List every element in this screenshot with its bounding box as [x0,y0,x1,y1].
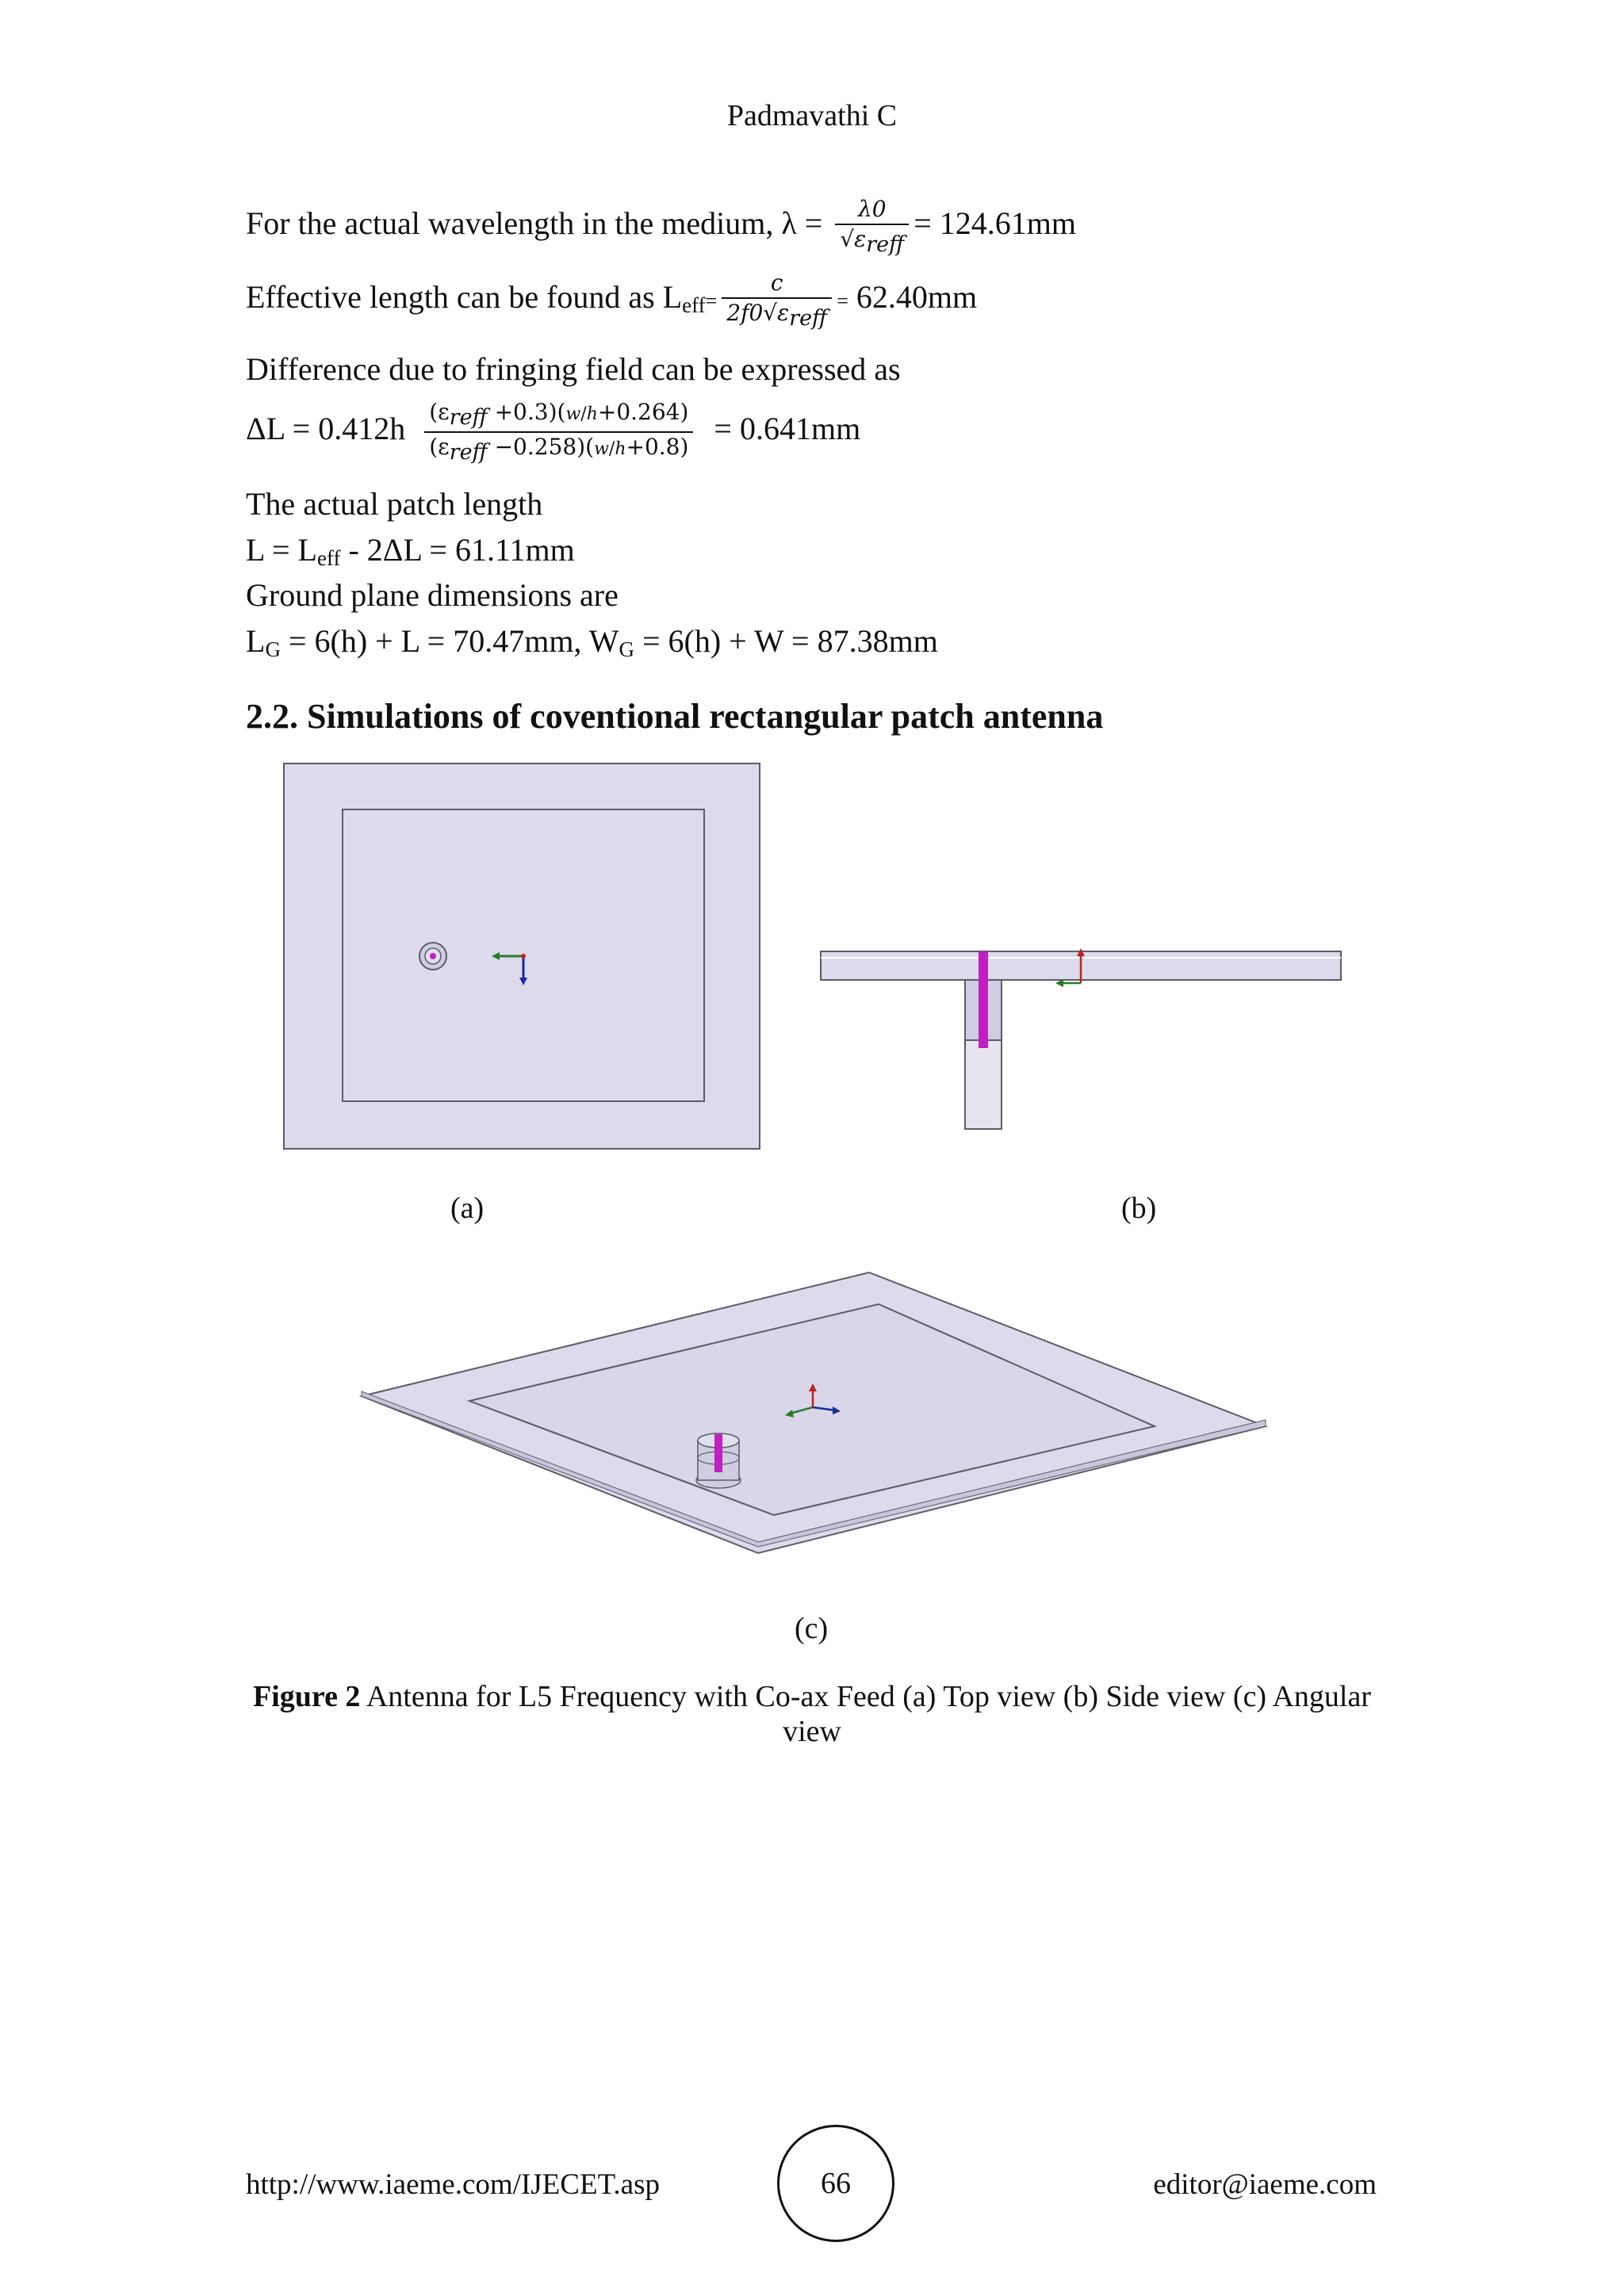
wavelength-denominator: √εreff [840,226,905,257]
caption-text: Antenna for L5 Frequency with Co-ax Feed (a) Top view (b) Side view (c) Angular view [360,1680,1372,1748]
delta-l-numerator: (εreff +0.3)(w/h+0.264) [424,401,693,433]
leff-eq-sign: = [705,289,718,313]
effective-length-equation [246,272,977,329]
leff-result: 62.40mm [848,279,978,316]
patch-angled [469,1304,1155,1515]
delta-l-lead: ΔL = 0.412h [246,411,406,447]
fringing-intro: Difference due to fringing field can be expressed as [246,351,901,387]
leff-numerator: c [722,272,832,299]
delta-l-denominator: (εreff −0.258)(w/h+0.8) [429,434,689,465]
figure-caption [238,1679,1386,1749]
footer-url-link[interactable]: http://www.iaeme.com/IJECET.asp [246,2168,660,2201]
patch-length-equation: $L = L_{eff} - 2\Delta L = 61.11mm$ [246,532,575,570]
leff-fraction [722,272,832,329]
caption-label: Figure 2 [252,1680,361,1713]
wavelength-numerator: λ0 [835,198,909,225]
feed-pin [430,953,436,959]
label-a: (a) [450,1192,485,1225]
figure-angular-view [357,1265,1277,1566]
wavelength-result: = 124.61mm [914,205,1077,242]
connector-lower [965,1040,1002,1129]
section-heading: 2.2. Simulations of coventional rectangular patch antenna [246,697,1104,736]
leff-eq-sign-2: = [837,289,848,313]
leff-sub: eff [682,293,706,318]
ground-equation: $L_G = 6(h) + L = 70.47mm$, $W_G = 6(h) + W = 87.38mm$ [246,623,938,661]
wavelength-lead: For the actual wavelength in the medium, λ = [246,205,831,242]
wavelength-equation [246,198,1076,255]
leff-lead: Effective length can be found as L [246,279,683,316]
page-number: 66 [777,2125,894,2242]
delta-l-result: = 0.641mm [714,411,861,447]
label-c: (c) [795,1612,829,1645]
delta-l-fraction [424,401,693,463]
delta-l-equation [246,401,860,463]
patch-intro: The actual patch length [246,486,543,522]
feed-pin-side [979,951,988,1048]
figure-side-view [813,920,1360,1150]
leff-denominator: 2f0√εreff [726,300,828,331]
label-b: (b) [1121,1192,1157,1225]
connector-angled [696,1433,741,1488]
ground-intro: Ground plane dimensions are [246,577,619,613]
running-head: Padmavathi C [726,99,898,132]
figure-top-view [278,757,769,1154]
wavelength-fraction [835,198,909,255]
footer-email-link[interactable]: editor@iaeme.com [1153,2168,1377,2201]
